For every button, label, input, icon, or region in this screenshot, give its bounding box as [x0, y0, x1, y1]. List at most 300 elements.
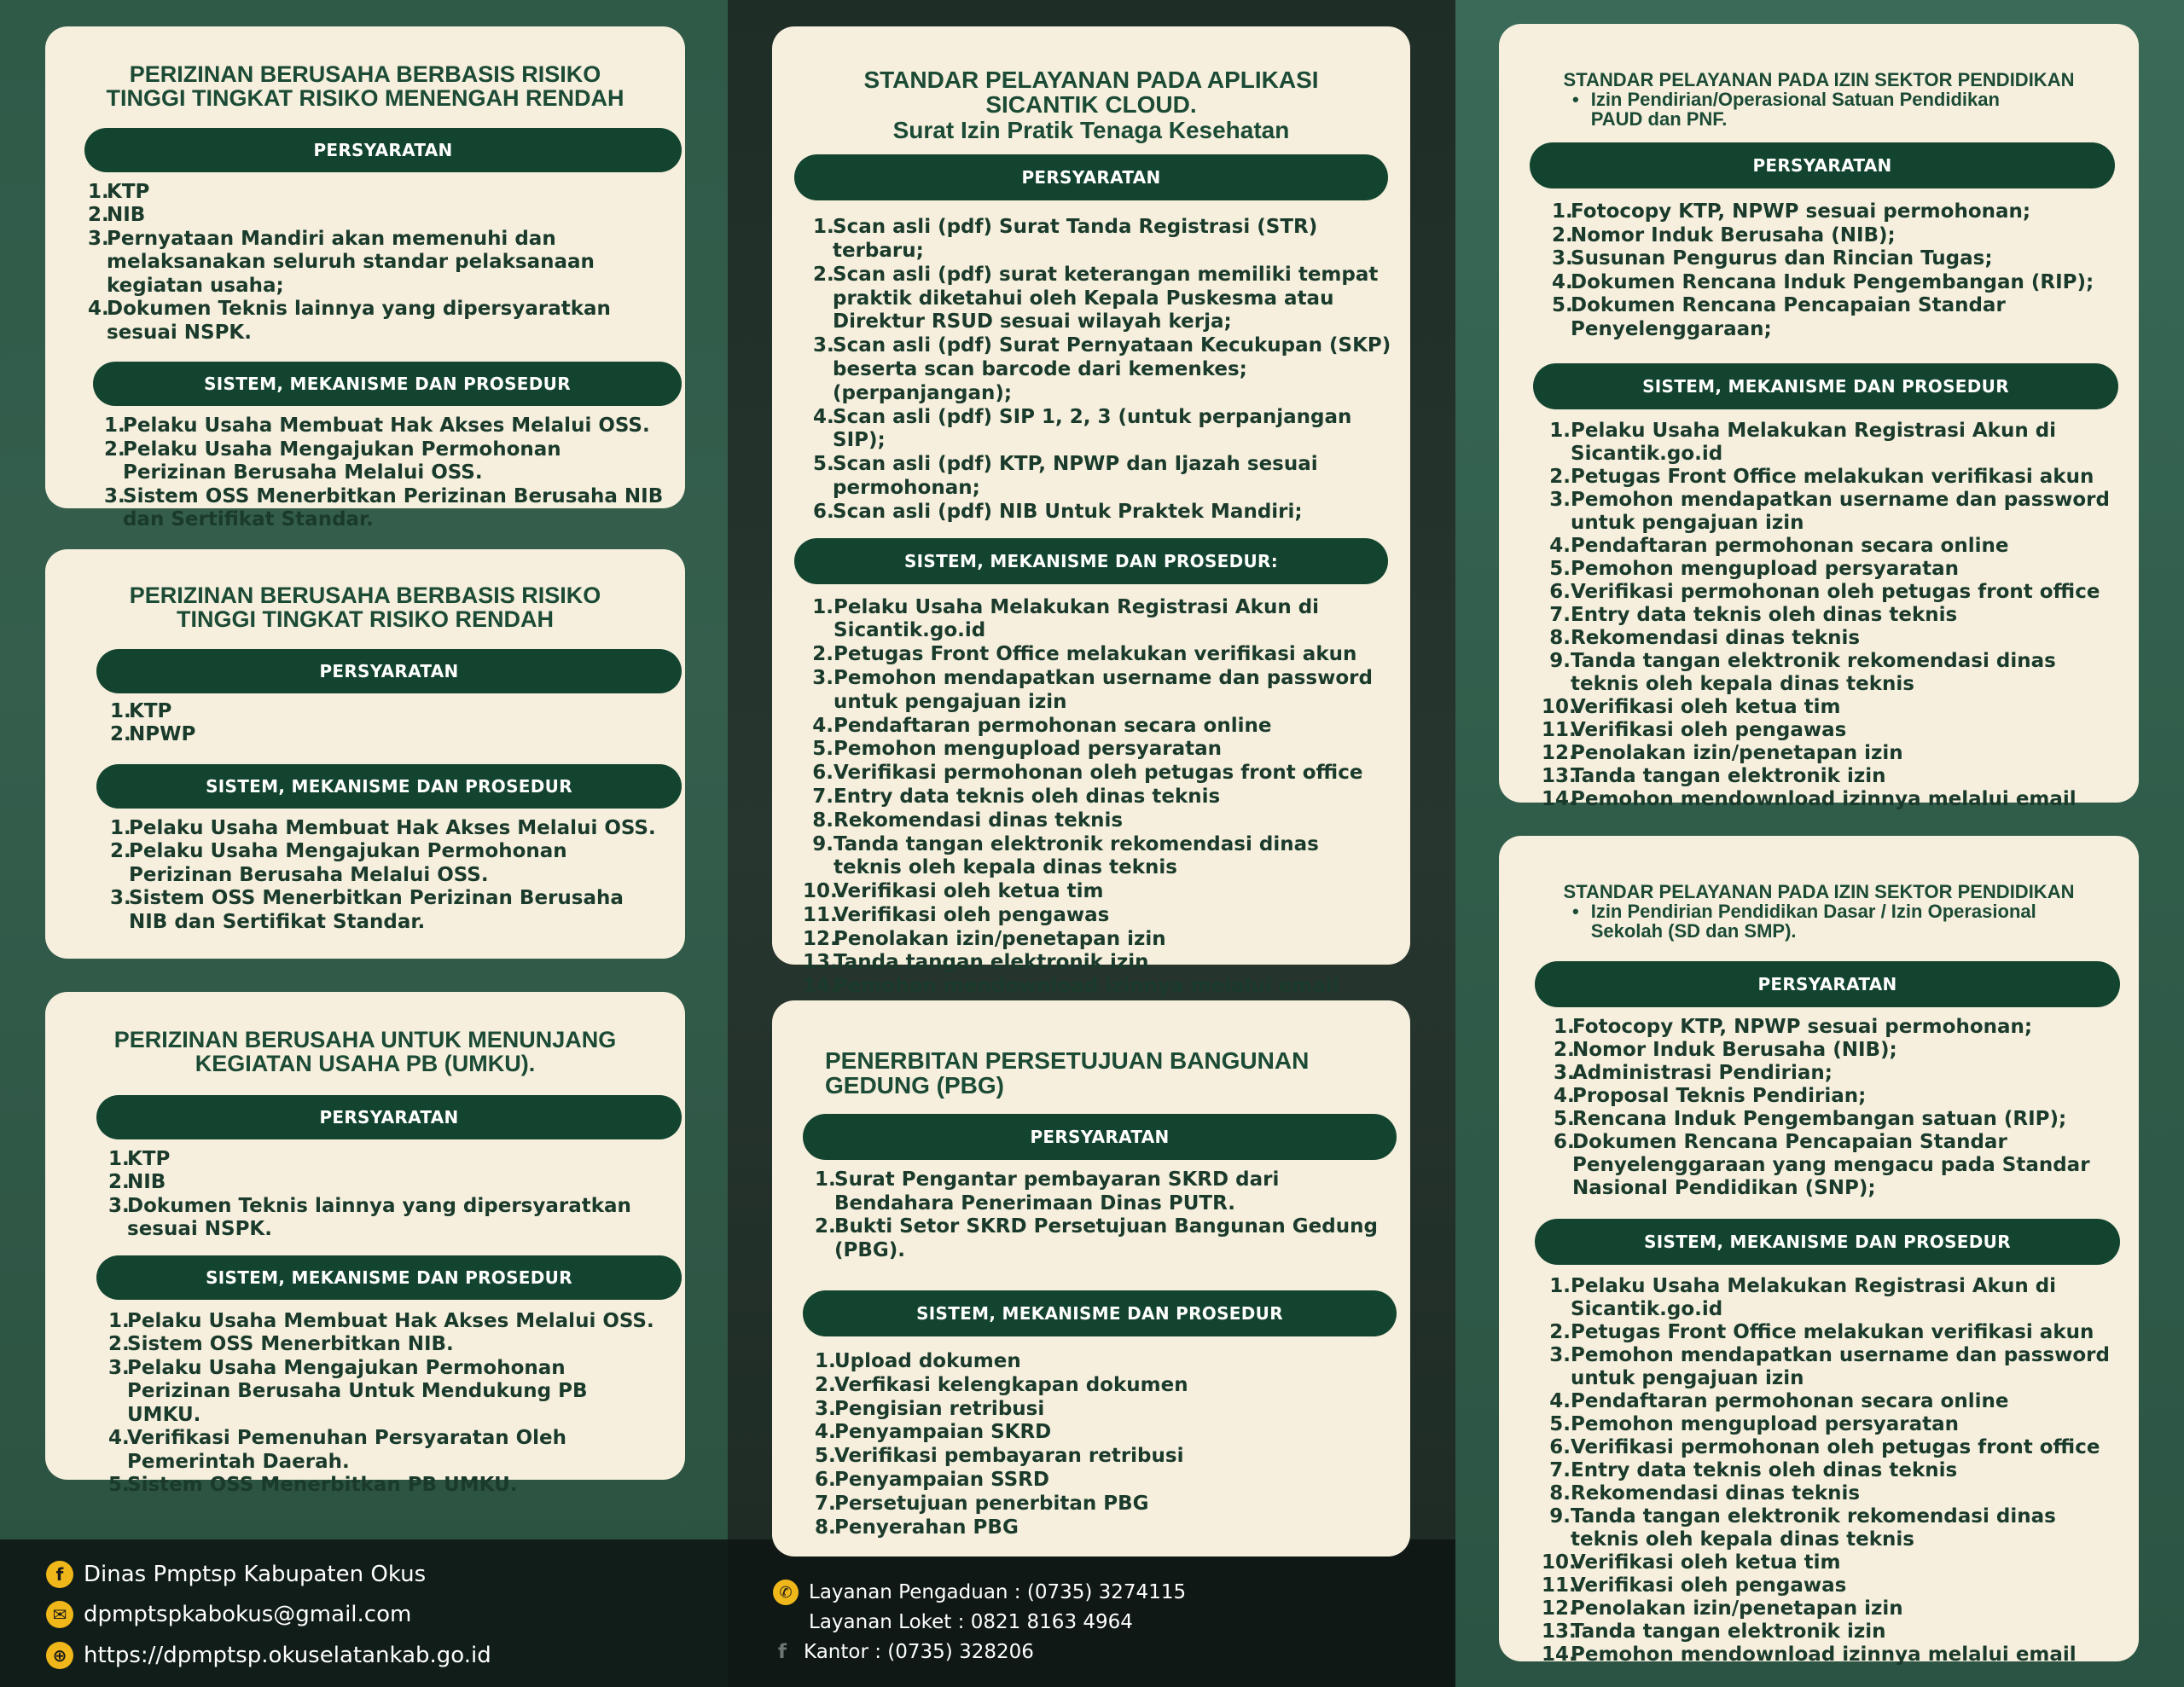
list-item-number: 2.	[815, 1215, 836, 1238]
list-item-text: Verifikasi oleh ketua tim	[1571, 1551, 1841, 1574]
list-item-number: 5.	[1552, 294, 1573, 317]
persyaratan-header: PERSYARATAN	[96, 649, 682, 693]
list-item-number: 5.	[1549, 1413, 1571, 1436]
list-item-number: 12.	[1542, 742, 1577, 765]
prosedur-list	[803, 596, 1383, 1000]
list-item-text: Pernyataan Mandiri akan memenuhi dan melaksanakan seluruh standar pelaksanaan kegiatan usaha;	[107, 227, 595, 297]
list-item	[813, 216, 1393, 264]
list-item-text: Pelaku Usaha Membuat Hak Akses Melalui OSS.	[129, 816, 656, 839]
list-item-text: Rekomendasi dinas teknis	[1571, 1482, 1861, 1505]
list-item-number: 1.	[813, 216, 834, 239]
card-title: PERIZINAN BERUSAHA BERBASIS RISIKO TINGGI TINGKAT RISIKO MENENGAH RENDAH	[106, 61, 624, 112]
list-item-number: 3.	[815, 1397, 836, 1420]
list-item-text: Upload dokumen	[834, 1349, 1021, 1372]
persyaratan-list	[1552, 200, 2115, 341]
bullet-dot: •	[1572, 89, 1579, 111]
list-item-text: Pemohon mendownload izinnya melalui email	[1571, 788, 2077, 811]
list-item-text: Scan asli (pdf) NIB Untuk Praktek Mandiri;	[833, 500, 1303, 523]
card-title-line1: STANDAR PELAYANAN PADA APLIKASI	[863, 67, 1319, 93]
facebook-icon: f	[46, 1561, 73, 1588]
list-item-number: 8.	[1549, 1482, 1571, 1505]
list-item-number: 3.	[110, 887, 131, 910]
list-item	[110, 700, 673, 724]
list-item	[1542, 489, 2113, 535]
list-item-number: 5.	[1554, 1108, 1575, 1131]
list-item-number: 6.	[812, 762, 834, 785]
card-risiko-rendah	[45, 549, 685, 959]
list-item	[104, 415, 667, 438]
list-item-number: 13.	[1542, 765, 1577, 788]
list-item	[815, 1374, 1395, 1398]
list-item-text: Sistem OSS Menerbitkan Perizinan Berusaha NIB dan Sertifikat Standar.	[123, 484, 664, 531]
list-item-text: Pelaku Usaha Membuat Hak Akses Melalui OSS.	[123, 415, 650, 438]
list-item	[1542, 1344, 2113, 1390]
list-item-text: Pemohon mengupload persyaratan	[1571, 1413, 1960, 1436]
list-item	[1542, 788, 2113, 811]
card-title: PERIZINAN BERUSAHA UNTUK MENUNJANG KEGIATAN USAHA PB (UMKU).	[113, 1027, 617, 1077]
list-item-text: Penyampaian SKRD	[834, 1421, 1052, 1444]
list-item-text: Petugas Front Office melakukan verifikasi akun	[1571, 466, 2094, 489]
list-item-number: 10.	[803, 880, 838, 903]
persyaratan-list	[110, 700, 673, 747]
list-item-text: Administrasi Pendirian;	[1572, 1062, 1833, 1085]
list-item	[1542, 1597, 2113, 1620]
list-item	[803, 809, 1383, 833]
list-item-text: Pemohon mendownload izinnya melalui email	[1571, 1644, 2077, 1667]
list-item-number: 3.	[1552, 247, 1573, 270]
list-item	[1542, 650, 2113, 696]
list-item	[1552, 271, 2115, 295]
list-item	[1542, 742, 2113, 765]
list-item-text: NIB	[107, 204, 146, 227]
list-item-number: 1.	[812, 595, 834, 618]
list-item-number: 14.	[1542, 1644, 1577, 1667]
persyaratan-header: PERSYARATAN	[84, 128, 682, 172]
list-item-number: 10.	[1542, 696, 1577, 719]
list-item-text: NPWP	[129, 723, 196, 746]
list-item-number: 3.	[1549, 489, 1571, 512]
globe-icon: ⊕	[46, 1642, 73, 1669]
list-item-number: 2.	[110, 723, 131, 746]
card-risiko-menengah-rendah	[45, 26, 685, 531]
prosedur-list	[1542, 420, 2113, 811]
list-item-number: 2.	[1554, 1039, 1575, 1062]
list-item	[803, 667, 1383, 715]
list-item-number: 1.	[108, 1309, 130, 1332]
list-item	[1552, 247, 2115, 271]
footer-loket-text: Layanan Loket : 0821 8163 4964	[809, 1611, 1133, 1633]
prosedur-list	[815, 1350, 1395, 1539]
list-item-text: Persetujuan penerbitan PBG	[834, 1492, 1149, 1515]
list-item-text: Sistem OSS Menerbitkan PB UMKU.	[127, 1474, 518, 1497]
list-item	[110, 723, 673, 747]
list-item-text: Verifikasi oleh ketua tim	[1571, 696, 1841, 719]
list-item-text: Verifikasi permohonan oleh petugas front office	[1571, 581, 2100, 604]
list-item-text: Dokumen Teknis lainnya yang dipersyaratkan sesuai NSPK.	[127, 1194, 631, 1241]
list-item-text: Tanda tangan elektronik izin	[1571, 1620, 1886, 1644]
footer-pengaduan[interactable]	[773, 1580, 1186, 1605]
list-item-text: Petugas Front Office melakukan verifikasi akun	[1571, 1321, 2094, 1344]
list-item	[1542, 1413, 2113, 1436]
list-item	[1542, 1505, 2113, 1551]
list-item-text: Fotocopy KTP, NPWP sesuai permohonan;	[1572, 1016, 2033, 1039]
list-item-number: 6.	[1554, 1131, 1575, 1154]
list-item	[813, 453, 1393, 501]
prosedur-header: SISTEM, MEKANISME DAN PROSEDUR	[93, 362, 682, 406]
list-item	[1554, 1085, 2117, 1108]
list-item-number: 11.	[1542, 719, 1577, 742]
list-item	[815, 1469, 1395, 1493]
list-item-number: 14.	[1542, 788, 1577, 811]
list-item-number: 5.	[108, 1474, 130, 1497]
list-item	[803, 975, 1383, 999]
list-item	[815, 1516, 1395, 1540]
list-item	[803, 715, 1383, 739]
list-item-number: 1.	[110, 816, 131, 839]
list-item	[1542, 1482, 2113, 1505]
list-item-text: Verfikasi kelengkapan dokumen	[834, 1373, 1188, 1396]
list-item-text: Pemohon mendownload izinnya melalui email	[834, 975, 1339, 998]
footer-kantor[interactable]	[778, 1641, 1034, 1663]
persyaratan-header: PERSYARATAN	[1530, 142, 2115, 188]
list-item-text: Pendaftaran permohonan secara online	[1571, 535, 2009, 558]
list-item-text: NIB	[127, 1171, 166, 1194]
list-item-text: Sistem OSS Menerbitkan NIB.	[127, 1333, 454, 1356]
list-item-number: 2.	[812, 643, 834, 666]
list-item	[104, 438, 667, 485]
list-item-text: Verifikasi oleh pengawas	[1571, 1574, 1847, 1597]
list-item	[1542, 535, 2113, 558]
list-item-number: 2.	[1552, 223, 1573, 246]
list-item-number: 5.	[815, 1445, 836, 1468]
list-item-text: Verifikasi oleh ketua tim	[834, 880, 1104, 903]
list-item	[1554, 1108, 2117, 1131]
list-item-number: 14.	[803, 975, 838, 998]
list-item	[1542, 1390, 2113, 1413]
list-item-text: Pendaftaran permohonan secara online	[834, 714, 1272, 737]
email-icon: ✉	[46, 1601, 73, 1628]
list-item-number: 1.	[815, 1168, 836, 1191]
list-item-text: Susunan Pengurus dan Rincian Tugas;	[1571, 247, 1993, 270]
list-item-text: KTP	[129, 699, 172, 722]
list-item	[803, 643, 1383, 667]
card-umku	[45, 992, 685, 1497]
list-item	[1542, 696, 2113, 719]
list-item	[1542, 627, 2113, 650]
list-item-number: 2.	[108, 1333, 130, 1356]
list-item-text: Dokumen Rencana Pencapaian Standar Penyelenggaraan;	[1571, 294, 2006, 340]
list-item	[815, 1168, 1395, 1216]
list-item-number: 2.	[813, 263, 834, 286]
card-pbg	[772, 1000, 1410, 1557]
list-item-number: 3.	[88, 227, 109, 250]
list-item-text: Pelaku Usaha Mengajukan Permohonan Perizinan Berusaha Melalui OSS.	[123, 438, 561, 484]
list-item-text: Entry data teknis oleh dinas teknis	[1571, 1459, 1958, 1482]
list-item-number: 4.	[1549, 1390, 1571, 1413]
list-item-text: Penolakan izin/penetapan izin	[1571, 1597, 1903, 1620]
list-item-number: 5.	[813, 453, 834, 476]
list-item-text: Bukti Setor SKRD Persetujuan Bangunan Gedung (PBG).	[834, 1215, 1378, 1262]
list-item-text: KTP	[127, 1147, 171, 1170]
list-item-text: Penolakan izin/penetapan izin	[1571, 742, 1903, 765]
card-title-line2: SICANTIK CLOUD.	[985, 91, 1197, 119]
footer-pengaduan-text: Layanan Pengaduan : (0735) 3274115	[809, 1581, 1187, 1603]
list-item-number: 3.	[108, 1356, 130, 1379]
list-item-number: 4.	[108, 1427, 130, 1450]
card-pendidikan-dasar	[1499, 836, 2139, 1667]
list-item-number: 7.	[1549, 604, 1571, 627]
list-item-text: Tanda tangan elektronik izin	[1571, 765, 1886, 788]
footer-website[interactable]	[46, 1642, 491, 1669]
list-item-text: Pemohon mendapatkan username dan password untuk pengajuan izin	[1571, 1344, 2110, 1390]
list-item-number: 6.	[813, 500, 834, 523]
list-item-text: KTP	[107, 180, 150, 203]
list-item-number: 4.	[813, 405, 834, 428]
list-item-number: 2.	[1549, 1321, 1571, 1344]
list-item-number: 4.	[812, 714, 834, 737]
prosedur-header: SISTEM, MEKANISME DAN PROSEDUR	[1535, 1219, 2120, 1265]
list-item	[1542, 1321, 2113, 1344]
card-title: PENERBITAN PERSETUJUAN BANGUNAN GEDUNG (PBG)	[825, 1047, 1310, 1099]
list-item-number: 1.	[104, 415, 125, 438]
list-item-number: 7.	[815, 1492, 836, 1515]
list-item-number: 1.	[1549, 420, 1571, 443]
list-item	[1542, 420, 2113, 466]
list-item	[1554, 1016, 2117, 1039]
list-item	[813, 264, 1393, 334]
list-item-number: 2.	[815, 1373, 836, 1396]
prosedur-list	[110, 817, 665, 935]
list-item	[108, 1310, 663, 1334]
list-item-number: 5.	[1549, 558, 1571, 581]
bullet-text: Izin Pendirian Pendidikan Dasar / Izin Operasional Sekolah (SD dan SMP).	[1590, 901, 2036, 942]
list-item-number: 1.	[88, 180, 109, 203]
list-item-text: Pelaku Usaha Melakukan Registrasi Akun di Sicantik.go.id	[1571, 420, 2057, 466]
list-item	[815, 1398, 1395, 1422]
list-item	[108, 1171, 680, 1195]
list-item-text: Pemohon mengupload persyaratan	[1571, 558, 1960, 581]
list-item-number: 1.	[1554, 1016, 1575, 1039]
list-item-text: Tanda tangan elektronik rekomendasi dinas teknis oleh kepala dinas teknis	[1571, 1505, 2056, 1551]
list-item	[1552, 200, 2115, 224]
list-item	[813, 501, 1393, 525]
list-item	[108, 1357, 663, 1428]
footer-website-text: https://dpmptsp.okuselatankab.go.id	[84, 1643, 491, 1668]
card-title: PERIZINAN BERUSAHA BERBASIS RISIKO TINGGI TINGKAT RISIKO RENDAH	[129, 583, 601, 633]
list-item	[108, 1474, 663, 1498]
list-item	[813, 334, 1393, 405]
persyaratan-list	[813, 216, 1393, 524]
list-item-number: 4.	[1549, 535, 1571, 558]
list-item	[1542, 1620, 2113, 1644]
list-item-number: 3.	[1549, 1344, 1571, 1367]
persyaratan-header: PERSYARATAN	[794, 154, 1388, 200]
list-item-number: 5.	[812, 738, 834, 761]
list-item-text: Verifikasi permohonan oleh petugas front office	[834, 762, 1363, 785]
list-item-text: Scan asli (pdf) Surat Pernyataan Kecukupan (SKP) beserta scan barcode dari kemenkes; (perpanjangan);	[833, 334, 1391, 404]
prosedur-header: SISTEM, MEKANISME DAN PROSEDUR	[1533, 363, 2118, 409]
list-item-number: 4.	[88, 298, 109, 321]
list-item-number: 3.	[1554, 1062, 1575, 1085]
footer-facebook[interactable]	[46, 1561, 426, 1588]
list-item-number: 11.	[1542, 1574, 1577, 1597]
list-item-text: Verifikasi oleh pengawas	[834, 903, 1110, 926]
list-item	[815, 1493, 1395, 1516]
footer-email-text: dpmptspkabokus@gmail.com	[84, 1602, 412, 1627]
prosedur-header: SISTEM, MEKANISME DAN PROSEDUR	[96, 764, 682, 809]
list-item	[108, 1148, 680, 1172]
phone-icon: ✆	[773, 1580, 799, 1605]
persyaratan-header: PERSYARATAN	[803, 1114, 1397, 1160]
list-item-number: 1.	[815, 1349, 836, 1372]
persyaratan-list	[108, 1148, 680, 1242]
list-item	[803, 762, 1383, 786]
persyaratan-list	[1554, 1016, 2117, 1200]
list-item-text: Fotocopy KTP, NPWP sesuai permohonan;	[1571, 200, 2031, 223]
list-item	[803, 738, 1383, 762]
card-sicantik-tenaga-kesehatan	[772, 26, 1410, 998]
persyaratan-list	[88, 181, 685, 345]
list-item-number: 7.	[812, 785, 834, 808]
list-item-number: 2.	[104, 438, 125, 461]
list-item-number: 6.	[815, 1468, 836, 1491]
persyaratan-header: PERSYARATAN	[96, 1095, 682, 1139]
bullet-text: Izin Pendirian/Operasional Satuan Pendidikan PAUD dan PNF.	[1590, 89, 2000, 130]
list-item	[815, 1445, 1395, 1469]
list-item-number: 4.	[815, 1421, 836, 1444]
list-item-number: 1.	[110, 699, 131, 722]
prosedur-header: SISTEM, MEKANISME DAN PROSEDUR	[96, 1255, 682, 1300]
list-item	[1542, 466, 2113, 489]
list-item-text: Rekomendasi dinas teknis	[1571, 627, 1861, 650]
list-item-number: 6.	[1549, 1436, 1571, 1459]
list-item-text: Verifikasi oleh pengawas	[1571, 719, 1847, 742]
list-item	[803, 833, 1383, 881]
list-item-number: 7.	[1549, 1459, 1571, 1482]
list-item-text: Penyerahan PBG	[834, 1516, 1019, 1539]
list-item-number: 10.	[1542, 1551, 1577, 1574]
list-item	[813, 406, 1393, 454]
list-item-text: Scan asli (pdf) KTP, NPWP dan Ijazah sesuai permohonan;	[833, 453, 1318, 499]
list-item	[803, 596, 1383, 644]
card-bullet	[1572, 901, 2050, 941]
list-item-number: 13.	[1542, 1620, 1577, 1644]
list-item-text: Pemohon mendapatkan username dan password untuk pengajuan izin	[834, 666, 1373, 713]
list-item-number: 11.	[803, 903, 838, 926]
list-item	[110, 887, 665, 934]
list-item-text: Penolakan izin/penetapan izin	[834, 927, 1166, 950]
list-item-text: Dokumen Rencana Induk Pengembangan (RIP);	[1571, 270, 2094, 293]
list-item-text: Pengisian retribusi	[834, 1397, 1045, 1420]
list-item-text: Scan asli (pdf) SIP 1, 2, 3 (untuk perpanjangan SIP);	[833, 405, 1352, 452]
list-item-text: Tanda tangan elektronik rekomendasi dinas teknis oleh kepala dinas teknis	[1571, 650, 2056, 696]
list-item	[803, 928, 1383, 952]
list-item-text: Pendaftaran permohonan secara online	[1571, 1390, 2009, 1413]
list-item-number: 2.	[88, 204, 109, 227]
list-item-number: 2.	[110, 840, 131, 863]
list-item-number: 6.	[1549, 581, 1571, 604]
persyaratan-list	[815, 1168, 1395, 1263]
bullet-dot: •	[1572, 901, 1579, 923]
list-item-number: 9.	[1549, 1505, 1571, 1528]
list-item	[815, 1421, 1395, 1445]
list-item	[1542, 1275, 2113, 1321]
list-item	[104, 485, 667, 532]
list-item-number: 3.	[812, 666, 834, 689]
list-item-text: Pelaku Usaha Melakukan Registrasi Akun di Sicantik.go.id	[834, 595, 1320, 642]
list-item-text: Verifikasi Pemenuhan Persyaratan Oleh Pemerintah Daerah.	[127, 1427, 567, 1473]
list-item	[803, 951, 1383, 975]
list-item-text: Pelaku Usaha Mengajukan Permohonan Perizinan Berusaha Untuk Mendukung PB UMKU.	[127, 1356, 588, 1426]
list-item-number: 2.	[108, 1171, 130, 1194]
prosedur-list	[108, 1310, 663, 1498]
list-item	[1542, 1436, 2113, 1459]
list-item-number: 4.	[1554, 1085, 1575, 1108]
list-item-text: Nomor Induk Berusaha (NIB);	[1571, 223, 1896, 246]
card-title: STANDAR PELAYANAN PADA IZIN SEKTOR PENDIDIKAN	[1563, 69, 2075, 90]
list-item	[88, 298, 685, 345]
prosedur-header: SISTEM, MEKANISME DAN PROSEDUR:	[794, 538, 1388, 584]
list-item-number: 9.	[1549, 650, 1571, 673]
card-subtitle: Surat Izin Pratik Tenaga Kesehatan	[892, 116, 1290, 143]
list-item	[815, 1215, 1395, 1263]
footer-loket[interactable]	[809, 1611, 1133, 1633]
prosedur-list	[104, 415, 667, 532]
list-item-text: Proposal Teknis Pendirian;	[1572, 1085, 1867, 1108]
list-item	[108, 1333, 663, 1357]
list-item-number: 3.	[104, 484, 125, 507]
list-item-number: 8.	[812, 809, 834, 832]
footer-email[interactable]	[46, 1601, 411, 1628]
list-item	[88, 228, 685, 299]
prosedur-list	[1542, 1275, 2113, 1667]
list-item-text: Pemohon mendapatkan username dan password untuk pengajuan izin	[1571, 489, 2110, 535]
list-item	[803, 786, 1383, 809]
list-item	[110, 817, 665, 841]
card-title: STANDAR PELAYANAN PADA IZIN SEKTOR PENDIDIKAN	[1563, 881, 2075, 902]
list-item-number: 4.	[1552, 270, 1573, 293]
list-item-text: Rencana Induk Pengembangan satuan (RIP);	[1572, 1108, 2067, 1131]
list-item	[1542, 604, 2113, 627]
list-item-text: Surat Pengantar pembayaran SKRD dari Bendahara Penerimaan Dinas PUTR.	[834, 1168, 1280, 1215]
list-item-text: Tanda tangan elektronik izin	[834, 951, 1149, 974]
facebook-icon: f	[778, 1641, 787, 1663]
list-item-text: Pelaku Usaha Membuat Hak Akses Melalui OSS.	[127, 1309, 654, 1332]
list-item-text: Pelaku Usaha Mengajukan Permohonan Perizinan Berusaha Melalui OSS.	[129, 840, 567, 886]
list-item-text: Dokumen Teknis lainnya yang dipersyaratkan sesuai NSPK.	[107, 298, 611, 344]
list-item-number: 2.	[1549, 466, 1571, 489]
list-item-number: 13.	[803, 951, 838, 974]
list-item-text: Entry data teknis oleh dinas teknis	[1571, 604, 1958, 627]
list-item	[1542, 558, 2113, 581]
list-item-text: Pelaku Usaha Melakukan Registrasi Akun di Sicantik.go.id	[1571, 1275, 2057, 1321]
persyaratan-header: PERSYARATAN	[1535, 961, 2120, 1007]
footer-facebook-text: Dinas Pmptsp Kabupaten Okus	[84, 1562, 427, 1587]
list-item	[108, 1195, 680, 1242]
list-item-number: 12.	[1542, 1597, 1577, 1620]
prosedur-header: SISTEM, MEKANISME DAN PROSEDUR	[803, 1290, 1397, 1336]
list-item-text: Rekomendasi dinas teknis	[834, 809, 1124, 832]
list-item-number: 1.	[1552, 200, 1573, 223]
list-item	[1554, 1062, 2117, 1085]
list-item-text: Dokumen Rencana Pencapaian Standar Penyelenggaraan yang mengacu pada Standar Nasional Pendidikan (SNP);	[1572, 1131, 2090, 1200]
list-item-text: Verifikasi permohonan oleh petugas front office	[1571, 1436, 2100, 1459]
list-item	[1552, 294, 2115, 341]
list-item	[1542, 765, 2113, 788]
list-item-number: 8.	[815, 1516, 836, 1539]
list-item-number: 8.	[1549, 627, 1571, 650]
list-item	[108, 1427, 663, 1474]
